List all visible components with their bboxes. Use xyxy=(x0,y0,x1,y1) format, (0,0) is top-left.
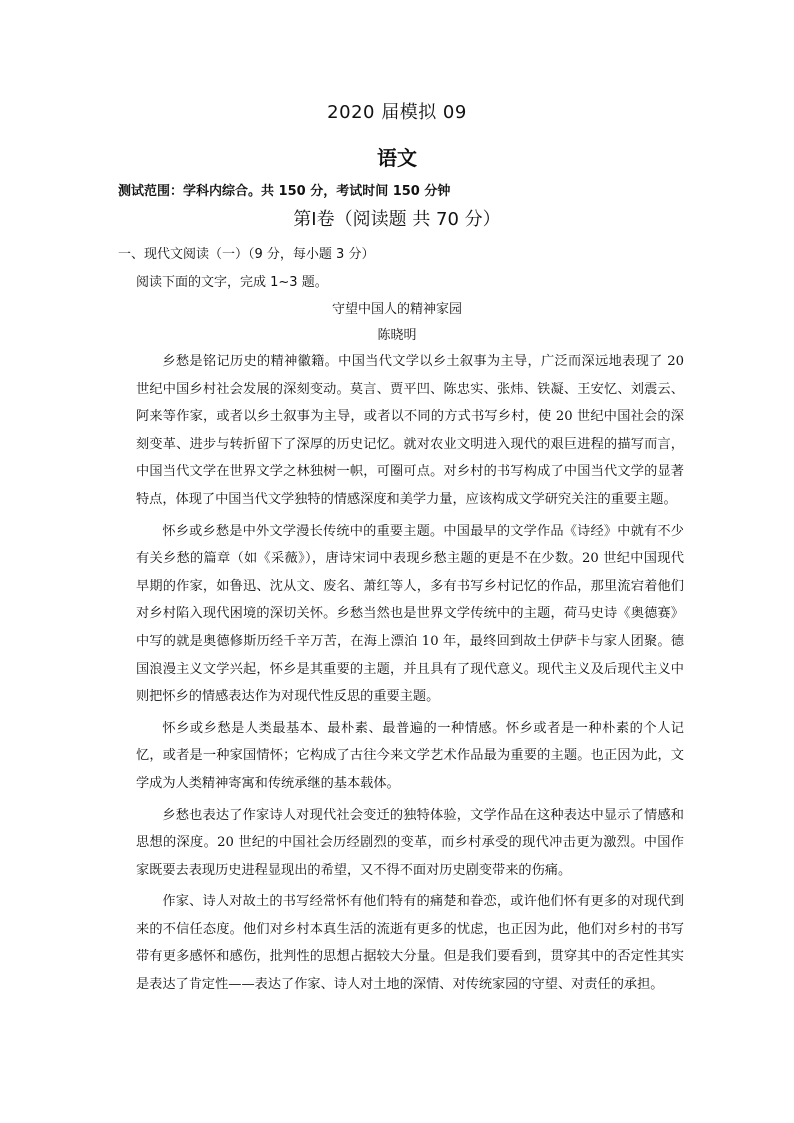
paragraph: 怀乡或乡愁是人类最基本、最朴素、最普遍的一种情感。怀乡或者是一种朴素的个人记忆，或者是一种家国情怀；它构成了古往今来文学艺术作品最为重要的主题。也正因为此，文学成为人类精神寄寓和传统承继的基本载体。 xyxy=(136,720,684,791)
paragraph: 乡愁也表达了作家诗人对现代社会变迁的独特体验，文学作品在这种表达中显示了情感和思想的深度。20 世纪的中国社会历经剧烈的变革，而乡村承受的现代冲击更为激烈。中国作家既要去表现历史进程显现出的希望，又不得不面对历史剧变带来的伤痛。 xyxy=(136,807,684,878)
section-heading: 一、现代文阅读（一）（9 分，每小题 3 分） xyxy=(118,247,375,262)
article-body xyxy=(136,348,684,1003)
paragraph: 乡愁是铭记历史的精神徽籍。中国当代文学以乡土叙事为主导，广泛而深远地表现了 20 世纪中国乡村社会发展的深刻变动。莫言、贾平凹、陈忠实、张炜、铁凝、王安忆、刘震云、阿来等作家，或者以乡土叙事为主导，或者以不同的方式书写乡村，使 20 世纪中国社会的深刻变革、进步与转折留下了深厚的历史记忆。就对农业文明进入现代的艰巨进程的描写而言，中国当代文学在世界文学之林独树一帜，可圈可点。对乡村的书写构成了中国当代文学的显著特点，体现了中国当代文学独特的情感深度和美学力量，应该构成文学研究关注的重要主题。 xyxy=(136,354,684,507)
volume-title: 第Ⅰ卷（阅读题 共 70 分） xyxy=(293,209,501,230)
reading-instruction: 阅读下面的文字，完成 1~3 题。 xyxy=(136,275,328,290)
subject-title: 语文 xyxy=(377,146,417,170)
paragraph: 怀乡或乡愁是中外文学漫长传统中的重要主题。中国最早的文学作品《诗经》中就有不少有关乡愁的篇章（如《采薇》），唐诗宋词中表现乡愁主题的更是不在少数。20 世纪中国现代早期的作家，如鲁迅、沈从文、废名、萧红等人，多有书写乡村记忆的作品，那里流宕着他们对乡村陷入现代困境的深切关怀。乡愁当然也是世界文学传统中的主题，荷马史诗《奥德赛》中写的就是奥德修斯历经千辛万苦，在海上漂泊 10 年，最终回到故土伊萨卡与家人团聚。德国浪漫主义文学兴起，怀乡是其重要的主题，并且具有了现代意义。现代主义及后现代主义中则把怀乡的情感表达作为对现代性反思的重要主题。 xyxy=(136,523,684,705)
article-author: 陈晓明 xyxy=(377,328,417,343)
exam-title: 2020 届模拟 09 xyxy=(327,102,467,123)
article-title: 守望中国人的精神家园 xyxy=(331,302,462,317)
test-scope: 测试范围：学科内综合。共 150 分，考试时间 150 分钟 xyxy=(118,184,451,199)
paragraph: 作家、诗人对故土的书写经常怀有他们特有的痛楚和眷恋，或许他们怀有更多的对现代到来的不信任态度。他们对乡村本真生活的流逝有更多的忧虑，也正因为此，他们对乡村的书写带有更多感怀和感伤，批判性的思想占据较大分量。但是我们要看到，贯穿其中的否定性其实是表达了肯定性——表达了作家、诗人对土地的深情、对传统家园的守望、对责任的承担。 xyxy=(136,894,684,993)
